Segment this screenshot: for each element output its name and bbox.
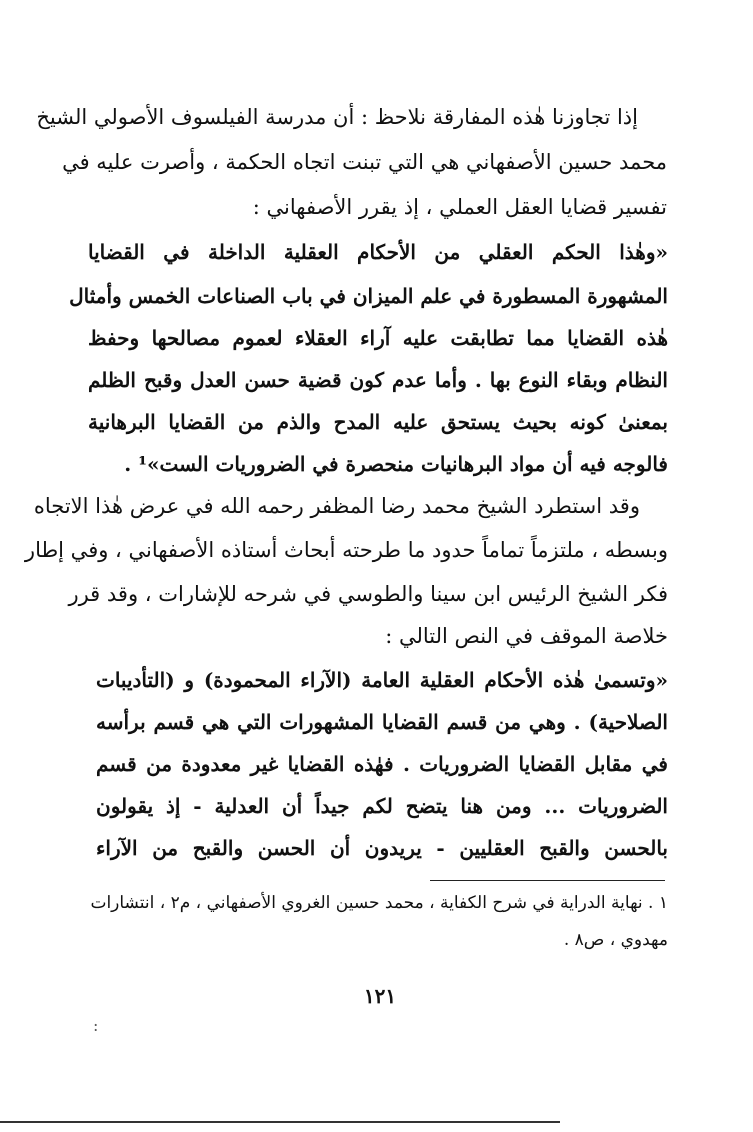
footnote-line: مهدوي ، ص٨ . [563,930,668,950]
text-line: محمد حسين الأصفهاني هي التي تبنت اتجاه الحكمة ، وأصرت عليه في [62,150,667,174]
quote-line: الصلاحية) . وهي من قسم القضايا المشهورات التي هي قسم برأسه [96,710,668,734]
quote-line: «وهٰذا الحكم العقلي من الأحكام العقلية الداخلة في القضايا [88,240,668,264]
scan-edge-line [0,1121,560,1123]
footnote-line: ١ . نهاية الدراية في شرح الكفاية ، محمد حسين الغروي الأصفهاني ، م٢ ، انتشارات [90,893,668,913]
text-line: فكر الشيخ الرئيس ابن سينا والطوسي في شرحه للإشارات ، وقد قرر [68,582,668,606]
quote-line: بمعنىٰ كونه بحيث يستحق عليه المدح والذم من القضايا البرهانية [88,410,668,434]
text-line: خلاصة الموقف في النص التالي : [385,624,668,648]
text-line: وقد استطرد الشيخ محمد رضا المظفر رحمه الله في عرض هٰذا الاتجاه [33,494,640,518]
text-line: وبسطه ، ملتزماً تماماً حدود ما طرحته أبحاث أستاذه الأصفهاني ، وفي إطار [24,538,668,562]
quote-line: هٰذه القضايا مما تطابقت عليه آراء العقلاء لعموم مصالحها وحفظ [88,326,668,350]
quote-line: في مقابل القضايا الضروريات . فهٰذه القضايا غير معدودة من قسم [96,752,668,776]
text-line: إذا تجاوزنا هٰذه المفارقة نلاحظ : أن مدرسة الفيلسوف الأصولي الشيخ [36,105,638,129]
quote-line: بالحسن والقبح العقليين - يريدون أن الحسن والقبح من الآراء [96,836,668,860]
quote-line: الضروريات ... ومن هنا يتضح لكم جيداً أن العدلية - إذ يقولون [96,794,668,818]
quote-line: النظام وبقاء النوع بها . وأما عدم كون قضية حسن العدل وقبح الظلم [88,368,668,392]
text-line: تفسير قضايا العقل العملي ، إذ يقرر الأصفهاني : [252,195,667,219]
margin-mark: : [93,1016,99,1035]
quote-line: المشهورة المسطورة في علم الميزان في باب الصناعات الخمس وأمثال [69,284,668,308]
quote-line: «وتسمىٰ هٰذه الأحكام العقلية العامة (الآراء المحمودة) و (التأديبات [96,668,668,692]
footnote-divider [430,880,665,881]
quote-line: فالوجه فيه أن مواد البرهانيات منحصرة في الضروريات الست»¹ . [124,452,668,476]
page-number: ١٢١ [363,984,397,1008]
